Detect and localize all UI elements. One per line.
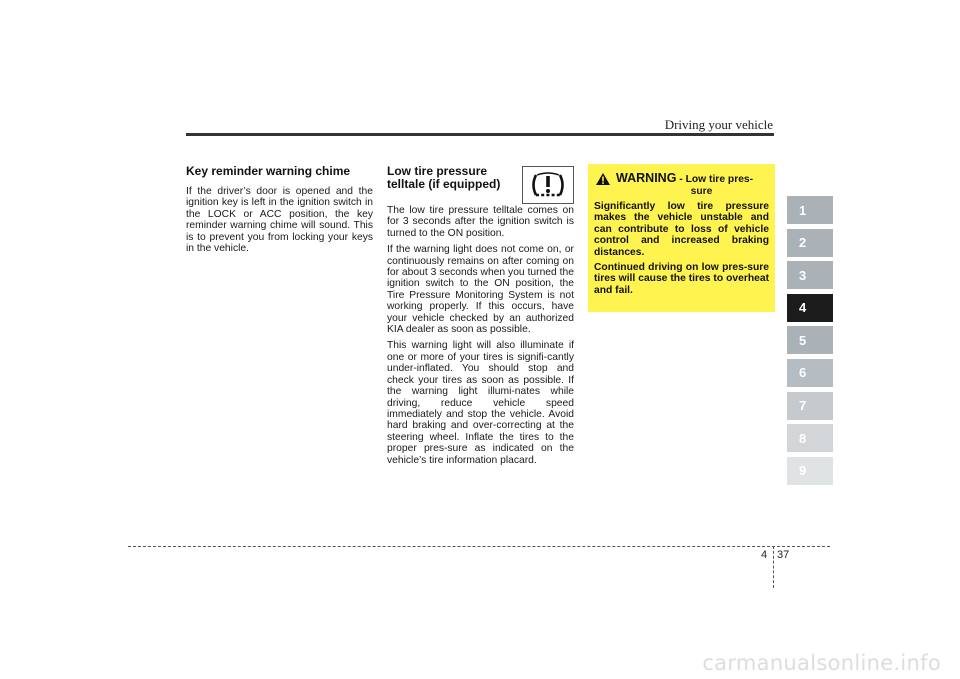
low-tire-paragraph-3: This warning light will also illuminate if one or more of your tires is signifi-cantly under-inflated. You should stop and check your tires as soon as possible. If the warning light illumi-nates while driving, reduce vehicle speed immediately and stop the vehicle. Avoid hard braking and over-correcting at the steering wheel. Inflate the tires to the proper pres-sure as indicated on the vehicle’s tire information placard. [387, 340, 574, 466]
watermark: carmanualsonline.info [702, 651, 941, 675]
chapter-tab-9[interactable]: 9 [787, 457, 833, 485]
header-rule [186, 133, 774, 136]
warning-title [588, 164, 775, 186]
chapter-tabs [787, 196, 833, 489]
page-chapter-number: 4 [761, 549, 768, 561]
page-number: 37 [777, 549, 790, 561]
warning-label: WARNING [616, 171, 677, 185]
low-tire-paragraph-1: The low tire pressure telltale comes on for 3 seconds after the ignition switch is turned to the ON position. [387, 205, 574, 239]
low-tire-heading: Low tire pressure telltale (if equipped) [387, 164, 501, 191]
tire-pressure-warning-icon [522, 166, 574, 204]
warning-paragraph-1: Significantly low tire pressure makes the vehicle unstable and can contribute to loss of vehicle control and increased braking distances. [594, 201, 769, 258]
running-header: Driving your vehicle [664, 117, 773, 132]
low-tire-section [387, 165, 574, 471]
warning-subtitle: - Low tire pres- [676, 174, 754, 185]
low-tire-paragraph-2: If the warning light does not come on, or continuously remains on after coming on for about 3 seconds when you turned the ignition switch to the ON position, the Tire Pressure Monitoring System is not working properly. If this occurs, have your vehicle checked by an authorized KIA dealer as soon as possible. [387, 244, 574, 336]
footer-rule [128, 546, 830, 547]
warning-paragraph-2: Continued driving on low pres-sure tires will cause the tires to overheat and fail. [594, 262, 769, 296]
chapter-tab-7[interactable]: 7 [787, 392, 833, 420]
chapter-tab-3[interactable]: 3 [787, 261, 833, 289]
warning-subtitle-continued: sure [690, 186, 713, 197]
chapter-tab-5[interactable]: 5 [787, 326, 833, 354]
key-reminder-heading: Key reminder warning chime [186, 164, 351, 178]
key-reminder-body: If the driver’s door is opened and the ignition key is left in the ignition switch in the LOCK or ACC position, the key reminder warning chime will sound. This is to prevent you from locking your keys in the vehicle. [186, 186, 373, 255]
warning-body [588, 197, 775, 296]
chapter-tab-2[interactable]: 2 [787, 229, 833, 257]
key-reminder-section [186, 165, 373, 259]
page-divider [773, 546, 774, 588]
chapter-tab-1[interactable]: 1 [787, 196, 833, 224]
chapter-tab-6[interactable]: 6 [787, 359, 833, 387]
chapter-tab-4[interactable]: 4 [787, 294, 833, 322]
chapter-tab-8[interactable]: 8 [787, 424, 833, 452]
warning-box [588, 164, 775, 312]
warning-triangle-icon [596, 173, 610, 185]
